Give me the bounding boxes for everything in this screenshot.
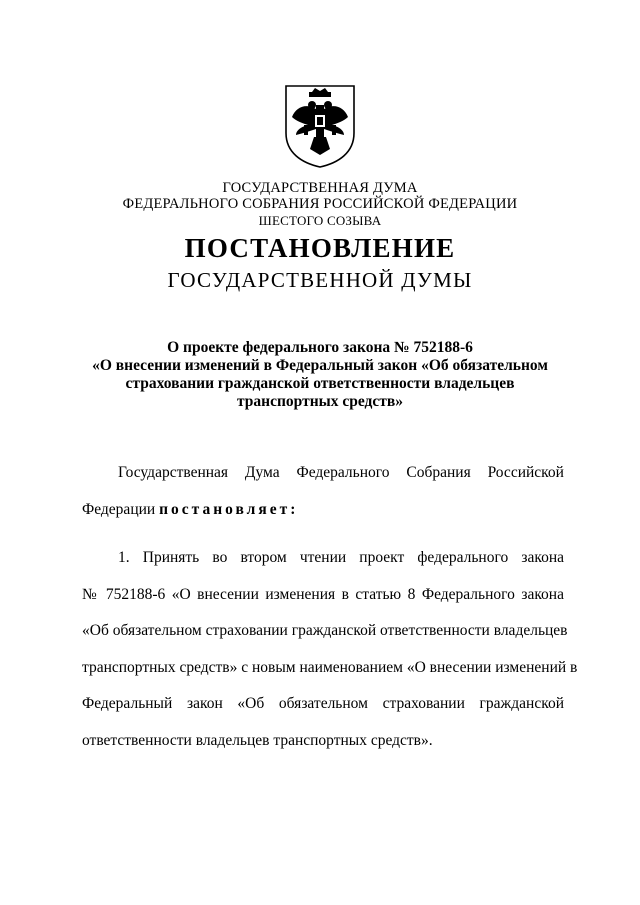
preamble-paragraph <box>82 463 564 536</box>
document-subtitle: ГОСУДАРСТВЕННОЙ ДУМЫ <box>167 268 473 292</box>
item-line: Федеральный закон «Об обязательном страховании гражданской <box>82 695 564 713</box>
preamble-word: Российской <box>487 464 564 481</box>
decree-verb: постановляет: <box>159 500 299 518</box>
subject-line: страховании гражданской ответственности владельцев <box>125 375 515 392</box>
preamble-word: Федерального <box>296 464 390 481</box>
document-title: ПОСТАНОВЛЕНИЕ <box>184 233 456 263</box>
item-line: 1. Принять во втором чтении проект федерального закона <box>118 549 564 566</box>
subject-line: «О внесении изменений в Федеральный закон «Об обязательном <box>92 357 548 374</box>
subject-line: О проекте федерального закона № 752188-6 <box>167 339 473 356</box>
coat-of-arms-emblem <box>282 83 358 169</box>
preamble-word: Федерации <box>82 500 156 518</box>
item-line: транспортных средств» с новым наименованием «О внесении изменений в <box>82 658 578 676</box>
item-line: № 752188-6 «О внесении изменения в статью 8 Федерального закона <box>82 585 564 603</box>
header-line-federal-assembly: ФЕДЕРАЛЬНОГО СОБРАНИЯ РОССИЙСКОЙ ФЕДЕРАЦИИ <box>122 196 518 212</box>
header-line-convocation: ШЕСТОГО СОЗЫВА <box>258 213 382 228</box>
resolution-subject <box>60 339 580 411</box>
preamble-line <box>82 500 564 537</box>
item-line: «Об обязательном страховании гражданской ответственности владельцев <box>82 622 568 640</box>
header-line-state-duma: ГОСУДАРСТВЕННАЯ ДУМА <box>222 180 418 196</box>
preamble-word: Дума <box>244 464 280 481</box>
subject-line: транспортных средств» <box>237 393 403 410</box>
item-line: ответственности владельцев транспортных средств». <box>82 731 433 749</box>
preamble-word: Государственная <box>118 464 229 481</box>
preamble-line <box>82 463 564 500</box>
item-1-paragraph <box>82 548 578 768</box>
preamble-word: Собрания <box>406 464 471 481</box>
